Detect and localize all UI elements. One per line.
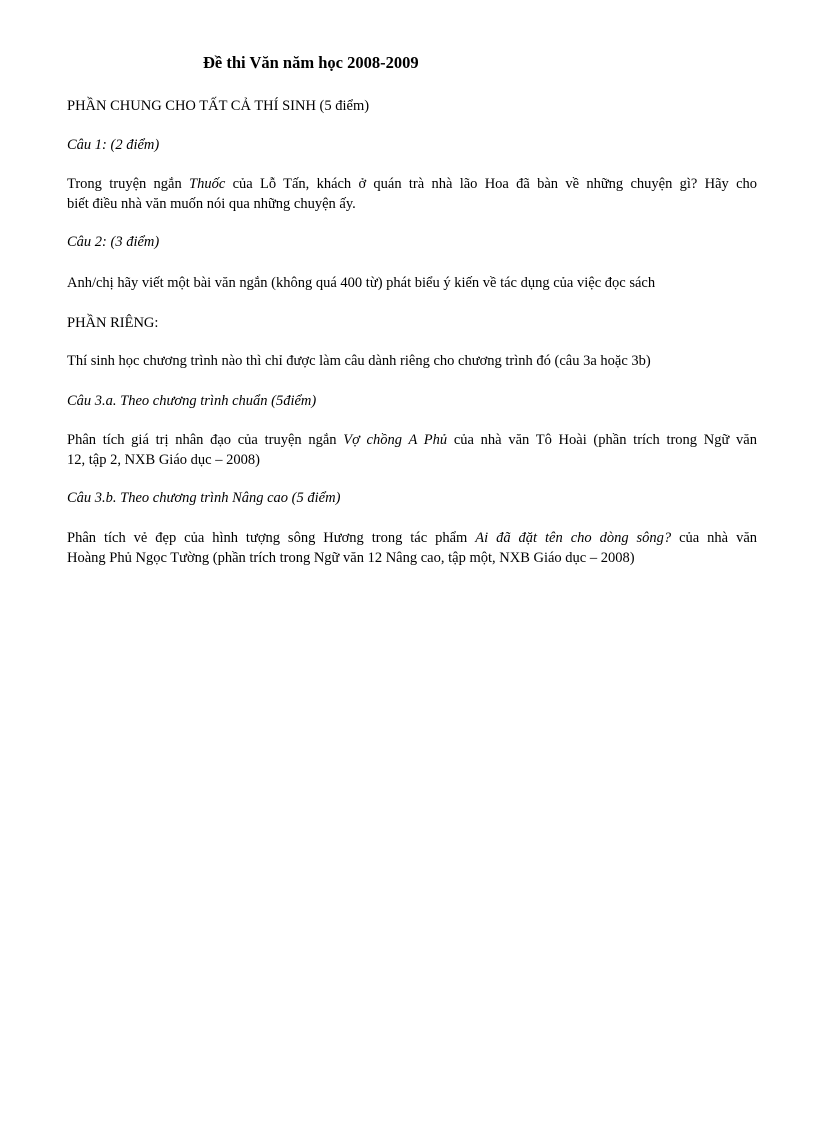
question-3a-heading: Câu 3.a. Theo chương trình chuẩn (5điểm) [67, 393, 317, 409]
question-3b-line-1 [67, 528, 757, 548]
question-1-body [67, 174, 757, 214]
question-3b-body [67, 528, 757, 568]
question-3b-heading: Câu 3.b. Theo chương trình Nâng cao (5 điểm) [67, 490, 341, 506]
question-2-heading: Câu 2: (3 điểm) [67, 234, 160, 250]
question-1-heading: Câu 1: (2 điểm) [67, 137, 160, 153]
question-1-text-b: của Lỗ Tấn, khách ở quán trà nhà lão Hoa đã bàn về những chuyện gì? Hãy cho [225, 176, 758, 192]
question-2-body [67, 273, 757, 293]
question-3b-text-a: Phân tích vẻ đẹp của hình tượng sông Hương trong tác phẩm [67, 530, 476, 546]
instruction-text: Thí sinh học chương trình nào thì chỉ được làm câu dành riêng cho chương trình đó (câu 3a hoặc 3b) [67, 353, 651, 369]
question-3a-text-b: của nhà văn Tô Hoài (phần trích trong Ngữ văn [447, 432, 757, 448]
question-2-text: Anh/chị hãy viết một bài văn ngắn (không quá 400 từ) phát biểu ý kiến về tác dụng của việc đọc sách [67, 275, 656, 291]
question-3a-work-title: Vợ chồng A Phủ [343, 432, 448, 448]
question-3a-body [67, 430, 757, 470]
section-common-label: PHẦN CHUNG CHO TẤT CẢ THÍ SINH (5 điểm) [67, 98, 370, 114]
question-3b-text-b: của nhà văn [671, 530, 758, 546]
question-1-text-a: Trong truyện ngắn [67, 176, 190, 192]
question-3b-line-2: Hoàng Phủ Ngọc Tường (phần trích trong Ngữ văn 12 Nâng cao, tập một, NXB Giáo dục – 2008) [67, 550, 635, 566]
question-1-line-1 [67, 174, 757, 194]
question-3a-text-a: Phân tích giá trị nhân đạo của truyện ngắn [67, 432, 344, 448]
section-common-heading [67, 96, 757, 116]
question-1-line-2: biết điều nhà văn muốn nói qua những chuyện ấy. [67, 196, 356, 212]
question-3a-line-2: 12, tập 2, NXB Giáo dục – 2008) [67, 452, 260, 468]
question-3b-work-title: Ai đã đặt tên cho dòng sông? [475, 530, 672, 546]
section-specific-heading: PHẦN RIÊNG: [67, 315, 159, 331]
question-1-work-title: Thuốc [189, 176, 226, 192]
page-title: Đề thi Văn năm học 2008-2009 [203, 53, 419, 72]
question-3a-line-1 [67, 430, 757, 450]
